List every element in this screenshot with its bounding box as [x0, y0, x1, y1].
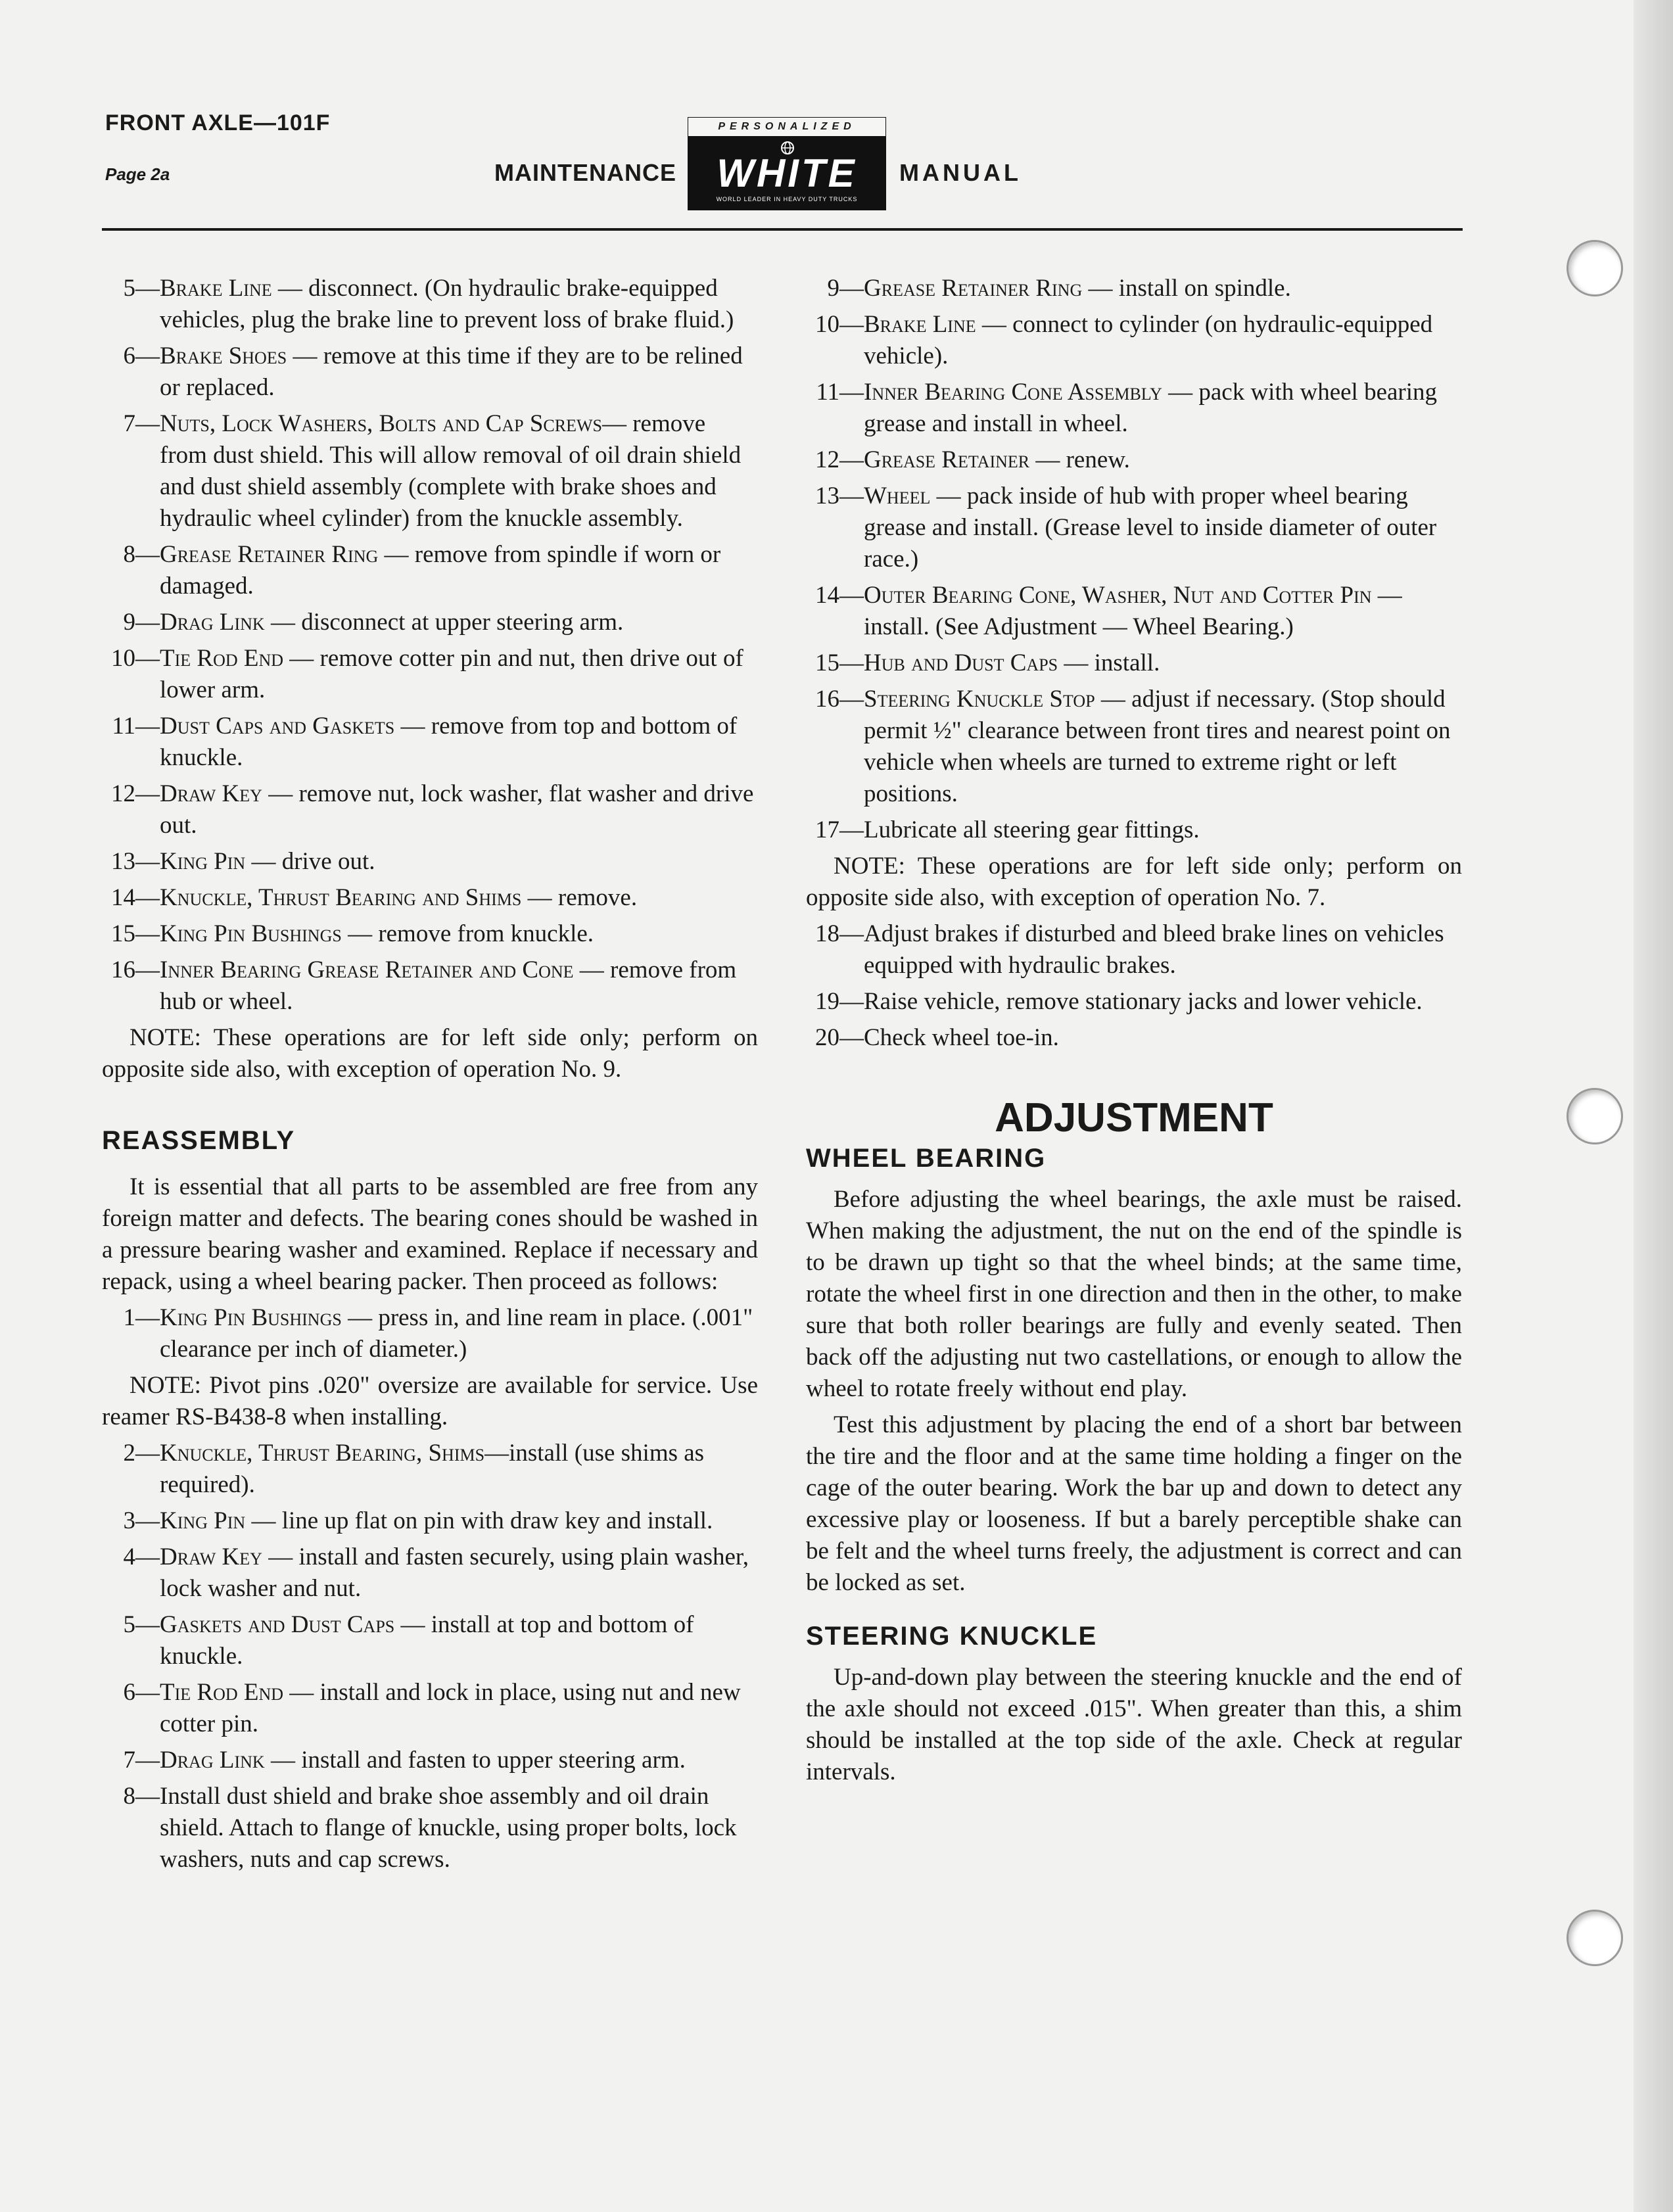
step-title: Hub and Dust Caps [864, 649, 1058, 676]
step-number: 14— [111, 884, 160, 911]
step-text: Adjust brakes if disturbed and bleed brake lines on vehicles equipped with hydraulic brakes. [864, 920, 1444, 979]
list-item [806, 273, 1462, 304]
step-text: — install at top and bottom of knuckle. [160, 1611, 694, 1670]
step-text: — install and fasten securely, using plain washer, lock washer and nut. [160, 1543, 749, 1602]
binder-edge [1634, 0, 1673, 2212]
list-item [102, 607, 758, 638]
step-text: — adjust if necessary. (Stop should permit ½" clearance between front tires and nearest point on vehicle when wheels are turned to extreme right or left positions. [864, 686, 1451, 807]
right-column [806, 273, 1462, 1793]
list-item [806, 377, 1462, 440]
step-title: Brake Shoes [160, 342, 287, 369]
step-text: Raise vehicle, remove stationary jacks and lower vehicle. [864, 988, 1423, 1015]
step-number: 18— [815, 920, 864, 947]
step-title: Drag Link [160, 1747, 265, 1774]
step-text: — remove nut, lock washer, flat washer and drive out. [160, 780, 754, 839]
list-item [102, 1745, 758, 1776]
list-item [102, 1438, 758, 1501]
left-column [102, 273, 758, 1880]
step-title: Inner Bearing Cone Assembly [864, 379, 1162, 406]
step-title: King Pin [160, 1507, 246, 1534]
step-number: 2— [123, 1440, 160, 1467]
list-item [806, 986, 1462, 1018]
step-text: — disconnect at upper steering arm. [264, 609, 624, 636]
list-item [806, 444, 1462, 476]
step-text: Lubricate all steering gear fittings. [864, 816, 1200, 843]
step-number: 11— [816, 379, 864, 406]
note-right: NOTE: These operations are for left side only; perform on opposite side also, with exception of operation No. 7. [806, 853, 1462, 911]
list-item [102, 1677, 758, 1740]
binder-hole [1567, 1088, 1623, 1144]
reassembly-steps [102, 1438, 758, 1875]
step-text: — install and lock in place, using nut and new cotter pin. [160, 1679, 741, 1737]
step-text: — renew. [1029, 446, 1130, 473]
logo-top-text: PERSONALIZED [688, 117, 886, 137]
step-title: Dust Caps and Gaskets [160, 713, 395, 740]
logo-tagline: WORLD LEADER IN HEAVY DUTY TRUCKS [716, 196, 858, 202]
step-number: 17— [815, 816, 864, 843]
list-item [102, 846, 758, 878]
step-number: 13— [815, 482, 864, 509]
adjustment-heading: ADJUSTMENT [995, 1095, 1273, 1141]
step-text: — press in, and line ream in place. (.001" clearance per inch of diameter.) [160, 1304, 753, 1363]
step-title: King Pin [160, 848, 246, 875]
step-title: King Pin Bushings [160, 1304, 342, 1331]
list-item [102, 1609, 758, 1672]
list-item [102, 273, 758, 336]
list-item [806, 647, 1462, 679]
list-item [102, 341, 758, 404]
step-text: — remove from top and bottom of knuckle. [160, 713, 738, 771]
list-item [102, 539, 758, 602]
step-text: Install dust shield and brake shoe assembly and oil drain shield. Attach to flange of knuckle, using proper bolts, lock washers, nuts and cap screws. [160, 1783, 737, 1873]
step-number: 6— [123, 1679, 160, 1706]
reassembly-steps-continued [806, 273, 1462, 846]
step-title: Knuckle, Thrust Bearing, Shims [160, 1440, 485, 1467]
step-text: Check wheel toe-in. [864, 1024, 1059, 1051]
step-text: — pack inside of hub with proper wheel bearing grease and install. (Grease level to inside diameter of outer race.) [864, 482, 1437, 573]
step-number: 1— [123, 1304, 160, 1331]
steering-knuckle-heading: STEERING KNUCKLE [806, 1622, 1098, 1651]
step-number: 3— [123, 1507, 160, 1534]
step-title: Knuckle, Thrust Bearing and Shims [160, 884, 522, 911]
step-number: 5— [123, 275, 160, 302]
step-title: Grease Retainer Ring [864, 275, 1083, 302]
step-title: Drag Link [160, 609, 265, 636]
step-text: — connect to cylinder (on hydraulic-equipped vehicle). [864, 311, 1433, 369]
step-text: — remove cotter pin and nut, then drive out of lower arm. [160, 645, 743, 703]
note-pivot-pins: NOTE: Pivot pins .020" oversize are available for service. Use reamer RS-B438-8 when installing. [102, 1372, 758, 1430]
section-title: FRONT AXLE—101F [105, 110, 331, 135]
step-text: — remove from hub or wheel. [160, 956, 737, 1015]
step-title: Outer Bearing Cone, Washer, Nut and Cotter Pin [864, 582, 1372, 609]
step-number: 14— [815, 582, 864, 609]
step-text: — install. [1058, 649, 1160, 676]
wheel-bearing-heading: WHEEL BEARING [806, 1144, 1047, 1173]
wheel-bearing-paragraph: Before adjusting the wheel bearings, the axle must be raised. When making the adjustment, the nut on the end of the spindle is to be drawn up tight so that the wheel binds; at the same time, rotate the wheel first in one direction and then in the other, to make sure that both roller bearings are fully and evenly seated. Then back off the adjusting nut two castellations, or enough to allow the wheel to rotate freely without end play. [806, 1186, 1462, 1402]
binder-hole [1567, 1910, 1623, 1966]
step-title: Gaskets and Dust Caps [160, 1611, 395, 1638]
list-item [806, 481, 1462, 575]
list-item [806, 918, 1462, 981]
step-number: 10— [815, 311, 864, 338]
list-item [806, 814, 1462, 846]
step-number: 15— [111, 920, 160, 947]
step-title: Brake Line [160, 275, 272, 302]
step-number: 9— [827, 275, 864, 302]
list-item [102, 711, 758, 774]
step-text: — pack with wheel bearing grease and install in wheel. [864, 379, 1438, 437]
list-item [102, 408, 758, 534]
list-item [806, 580, 1462, 643]
step-number: 15— [815, 649, 864, 676]
header-maintenance: MAINTENANCE [494, 159, 676, 186]
step-title: Grease Retainer [864, 446, 1030, 473]
step-number: 7— [123, 410, 160, 437]
list-item [806, 1022, 1462, 1054]
step-number: 4— [123, 1543, 160, 1570]
step-number: 12— [111, 780, 160, 807]
list-item [102, 954, 758, 1018]
step-text: — disconnect. (On hydraulic brake-equipped vehicles, plug the brake line to prevent loss of brake fluid.) [160, 275, 734, 333]
step-number: 8— [123, 1783, 160, 1810]
step-text: — install and fasten to upper steering arm. [264, 1747, 686, 1774]
list-item [102, 1505, 758, 1537]
final-steps [806, 918, 1462, 1054]
step-title: Grease Retainer Ring [160, 541, 379, 568]
step-number: 16— [815, 686, 864, 713]
step-number: 8— [123, 541, 160, 568]
step-number: 10— [111, 645, 160, 672]
step-number: 11— [112, 713, 160, 740]
step-text: — remove from spindle if worn or damaged. [160, 541, 721, 600]
reassembly-heading: REASSEMBLY [102, 1126, 296, 1155]
steering-knuckle-paragraph: Up-and-down play between the steering knuckle and the end of the axle should not exceed .015". When greater than this, a shim should be installed at the top side of the axle. Check at regular intervals. [806, 1664, 1462, 1785]
step-title: Steering Knuckle Stop [864, 686, 1095, 713]
step-text: — line up flat on pin with draw key and install. [245, 1507, 713, 1534]
white-logo [688, 117, 886, 210]
list-item [806, 309, 1462, 372]
reassembly-intro: It is essential that all parts to be assembled are free from any foreign matter and defects. The bearing cones should be washed in a pressure bearing washer and examined. Replace if necessary and repack, using a wheel bearing packer. Then proceed as follows: [102, 1173, 758, 1295]
step-title: Brake Line [864, 311, 976, 338]
step-text: — install. (See Adjustment — Wheel Bearing.) [864, 582, 1402, 640]
step-text: —install (use shims as required). [160, 1440, 705, 1498]
step-number: 20— [815, 1024, 864, 1051]
list-item [102, 778, 758, 841]
step-number: 12— [815, 446, 864, 473]
logo-main [688, 137, 886, 210]
step-number: 6— [123, 342, 160, 369]
binder-hole [1567, 240, 1623, 296]
step-number: 13— [111, 848, 160, 875]
step-text: — remove from dust shield. This will allow removal of oil drain shield and dust shield assembly (complete with brake shoes and hydraulic wheel cylinder) from the knuckle assembly. [160, 410, 742, 532]
step-number: 16— [111, 956, 160, 983]
step-text: — remove. [521, 884, 638, 911]
step-number: 9— [123, 609, 160, 636]
step-number: 7— [123, 1747, 160, 1774]
list-item [102, 918, 758, 950]
header-rule [102, 228, 1463, 231]
list-item [102, 1781, 758, 1875]
note-left: NOTE: These operations are for left side only; perform on opposite side also, with exception of operation No. 9. [102, 1024, 758, 1083]
list-item [102, 1541, 758, 1605]
list-item [102, 643, 758, 706]
step-title: Wheel [864, 482, 931, 509]
list-item [806, 684, 1462, 810]
step-title: Nuts, Lock Washers, Bolts and Cap Screws [160, 410, 602, 437]
step-text: — install on spindle. [1082, 275, 1291, 302]
step-title: King Pin Bushings [160, 920, 342, 947]
step-title: Tie Rod End [160, 1679, 284, 1706]
step-title: Draw Key [160, 780, 262, 807]
list-item [102, 882, 758, 914]
step-title: Tie Rod End [160, 645, 284, 672]
step-text: — remove from knuckle. [341, 920, 594, 947]
page-number: Page 2a [105, 164, 170, 184]
header-manual: MANUAL [899, 159, 1022, 186]
step-title: Inner Bearing Grease Retainer and Cone [160, 956, 574, 983]
disassembly-steps-continued [102, 273, 758, 1018]
step-text: — drive out. [245, 848, 375, 875]
step-title: Draw Key [160, 1543, 262, 1570]
logo-wordmark: WHITE [717, 151, 857, 195]
step-number: 19— [815, 988, 864, 1015]
list-item [102, 1302, 758, 1365]
wheel-bearing-test-paragraph: Test this adjustment by placing the end of a short bar between the tire and the floor and at the same time holding a finger on the cage of the outer bearing. Work the bar up and down to detect any excessive play or looseness. If but a barely perceptible shake can be felt and the wheel turns freely, the adjustment is correct and can be locked as set. [806, 1411, 1462, 1596]
step-number: 5— [123, 1611, 160, 1638]
step-text: — remove at this time if they are to be relined or replaced. [160, 342, 743, 401]
